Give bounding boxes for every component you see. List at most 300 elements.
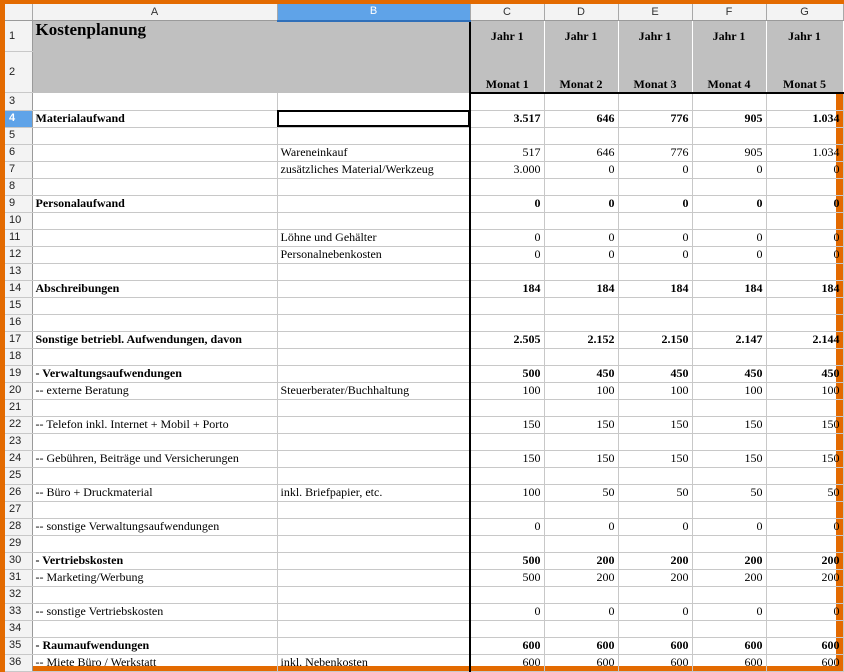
row-number[interactable]: 36 — [5, 654, 32, 671]
cell-description[interactable] — [277, 535, 470, 552]
cell-description[interactable] — [277, 212, 470, 229]
cell-value[interactable]: 0 — [470, 229, 544, 246]
cell-value[interactable] — [544, 586, 618, 603]
cell-value[interactable]: 2.150 — [618, 331, 692, 348]
cell-value[interactable] — [692, 399, 766, 416]
cell-description[interactable] — [277, 348, 470, 365]
cell-value[interactable]: 200 — [692, 569, 766, 586]
cell-description[interactable] — [277, 586, 470, 603]
cell-category-label[interactable] — [32, 535, 277, 552]
column-header-row — [5, 4, 843, 21]
cell-value[interactable]: 0 — [618, 161, 692, 178]
row-number[interactable]: 10 — [5, 212, 32, 229]
cell-category-label[interactable]: Abschreibungen — [32, 280, 277, 297]
cell-value[interactable] — [470, 467, 544, 484]
row-number[interactable]: 17 — [5, 331, 32, 348]
cell-value[interactable]: 600 — [470, 637, 544, 654]
cell-value[interactable] — [766, 348, 843, 365]
cell-value[interactable]: 0 — [544, 603, 618, 620]
cell-value[interactable] — [618, 297, 692, 314]
cell-value[interactable] — [692, 586, 766, 603]
cell-value[interactable]: 0 — [692, 161, 766, 178]
cell-value[interactable]: 2.152 — [544, 331, 618, 348]
row-number[interactable]: 35 — [5, 637, 32, 654]
cell-value[interactable]: 150 — [618, 450, 692, 467]
cell-value[interactable]: 0 — [692, 603, 766, 620]
cell-description[interactable] — [277, 467, 470, 484]
cell-value[interactable] — [766, 263, 843, 280]
column-header-a[interactable]: A — [32, 4, 277, 21]
cell-value[interactable]: 450 — [692, 365, 766, 382]
year-header-e[interactable]: Jahr 1 — [618, 21, 692, 52]
cell-category-label[interactable]: Personalaufwand — [32, 195, 277, 212]
cell-description[interactable]: Steuerberater/Buchhaltung — [277, 382, 470, 399]
cell-value[interactable] — [692, 297, 766, 314]
cell-description[interactable]: Wareneinkauf — [277, 144, 470, 161]
cell-value[interactable]: 600 — [766, 654, 843, 671]
year-header-g[interactable]: Jahr 1 — [766, 21, 843, 52]
row-number[interactable]: 20 — [5, 382, 32, 399]
cell-value[interactable]: 50 — [766, 484, 843, 501]
cell-value[interactable]: 500 — [470, 552, 544, 569]
cell-value[interactable]: 0 — [692, 518, 766, 535]
cell-value[interactable]: 0 — [470, 246, 544, 263]
row-number[interactable]: 27 — [5, 501, 32, 518]
cell-value[interactable] — [618, 127, 692, 144]
cell-value[interactable]: 150 — [766, 450, 843, 467]
cell-value[interactable]: 200 — [766, 552, 843, 569]
cell-value[interactable] — [618, 178, 692, 195]
cell-value[interactable] — [470, 314, 544, 331]
cell-category-label[interactable]: - Raumaufwendungen — [32, 637, 277, 654]
cell-value[interactable]: 0 — [766, 229, 843, 246]
cell-value[interactable] — [544, 501, 618, 518]
cell-value[interactable] — [544, 178, 618, 195]
cell-description[interactable] — [277, 569, 470, 586]
cell-value[interactable]: 0 — [470, 195, 544, 212]
cell-value[interactable] — [618, 433, 692, 450]
cell-value[interactable] — [470, 263, 544, 280]
cell-value[interactable]: 3.517 — [470, 110, 544, 127]
row-number[interactable]: 23 — [5, 433, 32, 450]
cell-value[interactable]: 0 — [470, 603, 544, 620]
cell-description[interactable] — [277, 263, 470, 280]
month-header-f[interactable]: Monat 4 — [692, 52, 766, 93]
cell-value[interactable] — [544, 620, 618, 637]
cell-value[interactable]: 184 — [618, 280, 692, 297]
cell-value[interactable]: 0 — [544, 161, 618, 178]
cell-value[interactable]: 0 — [470, 518, 544, 535]
row-number[interactable]: 6 — [5, 144, 32, 161]
row-number[interactable]: 32 — [5, 586, 32, 603]
cell-value[interactable]: 0 — [544, 246, 618, 263]
column-header-d[interactable]: D — [544, 4, 618, 21]
cell-category-label[interactable] — [32, 144, 277, 161]
cell-value[interactable] — [692, 212, 766, 229]
cell-value[interactable]: 184 — [544, 280, 618, 297]
row-number[interactable]: 25 — [5, 467, 32, 484]
row-number[interactable]: 12 — [5, 246, 32, 263]
cell-category-label[interactable]: -- Telefon inkl. Internet + Mobil + Porto — [32, 416, 277, 433]
cell-category-label[interactable] — [32, 314, 277, 331]
cell-value[interactable] — [766, 178, 843, 195]
cell-description[interactable] — [277, 365, 470, 382]
cell-description[interactable] — [277, 433, 470, 450]
cell-value[interactable]: 646 — [544, 144, 618, 161]
cell-value[interactable]: 0 — [544, 518, 618, 535]
cell-value[interactable] — [618, 314, 692, 331]
cell-value[interactable]: 100 — [766, 382, 843, 399]
cell-value[interactable]: 1.034 — [766, 144, 843, 161]
row-number[interactable]: 3 — [5, 93, 32, 111]
cell-value[interactable] — [618, 535, 692, 552]
cell-category-label[interactable]: - Vertriebskosten — [32, 552, 277, 569]
cell-value[interactable]: 200 — [544, 569, 618, 586]
cell-value[interactable]: 50 — [692, 484, 766, 501]
cell-value[interactable]: 0 — [618, 246, 692, 263]
cell-value[interactable] — [618, 263, 692, 280]
cell-category-label[interactable]: -- Büro + Druckmaterial — [32, 484, 277, 501]
cell-value[interactable] — [470, 297, 544, 314]
cell-value[interactable]: 100 — [544, 382, 618, 399]
cell-value[interactable] — [692, 433, 766, 450]
cell-value[interactable]: 200 — [692, 552, 766, 569]
row-number[interactable]: 31 — [5, 569, 32, 586]
row-number[interactable]: 22 — [5, 416, 32, 433]
cell-category-label[interactable] — [32, 93, 277, 111]
column-header-c[interactable]: C — [470, 4, 544, 21]
cell-value[interactable]: 150 — [692, 416, 766, 433]
cell-value[interactable]: 3.000 — [470, 161, 544, 178]
cell-value[interactable] — [766, 586, 843, 603]
row-number[interactable]: 29 — [5, 535, 32, 552]
cell-value[interactable] — [692, 348, 766, 365]
cell-description[interactable] — [277, 195, 470, 212]
cell-description[interactable] — [277, 620, 470, 637]
cell-category-label[interactable] — [32, 586, 277, 603]
cell-value[interactable] — [618, 93, 692, 111]
cell-value[interactable]: 905 — [692, 110, 766, 127]
cell-value[interactable] — [618, 212, 692, 229]
cell-description[interactable] — [277, 637, 470, 654]
cell-category-label[interactable] — [32, 161, 277, 178]
sheet-row — [5, 229, 843, 246]
cell-value[interactable] — [692, 178, 766, 195]
cell-category-label[interactable]: -- Marketing/Werbung — [32, 569, 277, 586]
cell-value[interactable]: 184 — [766, 280, 843, 297]
month-header-e[interactable]: Monat 3 — [618, 52, 692, 93]
cell-value[interactable]: 100 — [470, 484, 544, 501]
cell-value[interactable] — [470, 501, 544, 518]
spreadsheet-grid[interactable] — [5, 4, 844, 672]
cell-category-label[interactable] — [32, 229, 277, 246]
cell-value[interactable] — [470, 620, 544, 637]
cell-value[interactable] — [766, 467, 843, 484]
cell-category-label[interactable] — [32, 297, 277, 314]
cell-value[interactable] — [618, 467, 692, 484]
cell-value[interactable]: 0 — [766, 603, 843, 620]
cell-value[interactable]: 100 — [470, 382, 544, 399]
cell-value[interactable]: 150 — [470, 416, 544, 433]
cell-value[interactable] — [470, 127, 544, 144]
row-number[interactable]: 9 — [5, 195, 32, 212]
cell-value[interactable]: 0 — [766, 518, 843, 535]
cell-value[interactable]: 600 — [692, 654, 766, 671]
cell-value[interactable]: 0 — [692, 246, 766, 263]
column-header-f[interactable]: F — [692, 4, 766, 21]
cell-value[interactable] — [618, 586, 692, 603]
select-all-corner[interactable] — [5, 4, 32, 21]
year-header-f[interactable]: Jahr 1 — [692, 21, 766, 52]
cell-category-label[interactable]: -- externe Beratung — [32, 382, 277, 399]
cell-value[interactable] — [470, 178, 544, 195]
cell-description[interactable]: Löhne und Gehälter — [277, 229, 470, 246]
row-number[interactable]: 21 — [5, 399, 32, 416]
cell-category-label[interactable] — [32, 246, 277, 263]
cell-value[interactable] — [544, 467, 618, 484]
cell-value[interactable] — [470, 586, 544, 603]
row-number[interactable]: 15 — [5, 297, 32, 314]
cell-value[interactable] — [544, 212, 618, 229]
cell-description[interactable] — [277, 297, 470, 314]
cell-value[interactable] — [692, 535, 766, 552]
row-number[interactable]: 19 — [5, 365, 32, 382]
sheet-title[interactable]: Kostenplanung — [32, 21, 277, 93]
cell-value[interactable] — [544, 263, 618, 280]
sheet-row — [5, 433, 843, 450]
cell-value[interactable] — [766, 399, 843, 416]
cell-category-label[interactable] — [32, 212, 277, 229]
sheet-row — [5, 348, 843, 365]
cell-description[interactable] — [277, 603, 470, 620]
cell-value[interactable] — [618, 399, 692, 416]
cell-value[interactable]: 150 — [544, 416, 618, 433]
cell-value[interactable]: 0 — [692, 229, 766, 246]
cell-value[interactable]: 776 — [618, 110, 692, 127]
cell-value[interactable]: 2.147 — [692, 331, 766, 348]
cell-value[interactable]: 0 — [544, 195, 618, 212]
cell-category-label[interactable]: -- Miete Büro / Werkstatt — [32, 654, 277, 671]
row-number[interactable]: 11 — [5, 229, 32, 246]
row-number[interactable]: 1 — [5, 21, 32, 52]
cell-value[interactable]: 500 — [470, 365, 544, 382]
cell-value[interactable] — [692, 501, 766, 518]
cell-value[interactable] — [544, 127, 618, 144]
row-number[interactable]: 2 — [5, 52, 32, 93]
cell-value[interactable] — [692, 127, 766, 144]
cell-value[interactable]: 1.034 — [766, 110, 843, 127]
cell-value[interactable] — [470, 212, 544, 229]
month-header-c[interactable]: Monat 1 — [470, 52, 544, 93]
cell-category-label[interactable] — [32, 501, 277, 518]
cell-value[interactable] — [766, 433, 843, 450]
row-number[interactable]: 33 — [5, 603, 32, 620]
cell-value[interactable]: 905 — [692, 144, 766, 161]
cell-value[interactable] — [544, 314, 618, 331]
cell-value[interactable]: 200 — [766, 569, 843, 586]
year-header-c[interactable]: Jahr 1 — [470, 21, 544, 52]
cell-value[interactable] — [470, 535, 544, 552]
cell-value[interactable] — [766, 127, 843, 144]
cell-value[interactable] — [766, 535, 843, 552]
month-header-d[interactable]: Monat 2 — [544, 52, 618, 93]
cell-value[interactable] — [766, 93, 843, 111]
column-header-b[interactable]: B — [277, 4, 470, 21]
cell-value[interactable]: 200 — [544, 552, 618, 569]
cell-value[interactable]: 450 — [766, 365, 843, 382]
cell-value[interactable] — [766, 620, 843, 637]
cell-value[interactable]: 0 — [766, 161, 843, 178]
cell-value[interactable]: 2.505 — [470, 331, 544, 348]
cell-description[interactable] — [277, 331, 470, 348]
cell-description[interactable] — [277, 552, 470, 569]
cell-value[interactable]: 0 — [618, 518, 692, 535]
cell-value[interactable]: 50 — [618, 484, 692, 501]
cell-category-label[interactable]: -- sonstige Vertriebskosten — [32, 603, 277, 620]
cell-description[interactable] — [277, 416, 470, 433]
cell-value[interactable] — [544, 93, 618, 111]
cell-category-label[interactable] — [32, 178, 277, 195]
column-header-g[interactable]: G — [766, 4, 843, 21]
cell-value[interactable]: 100 — [618, 382, 692, 399]
row-number[interactable]: 7 — [5, 161, 32, 178]
cell-description[interactable] — [277, 501, 470, 518]
cell-value[interactable]: 0 — [618, 229, 692, 246]
cell-description[interactable]: inkl. Briefpapier, etc. — [277, 484, 470, 501]
cell-category-label[interactable] — [32, 348, 277, 365]
cell-value[interactable] — [544, 399, 618, 416]
cell-value[interactable]: 0 — [618, 195, 692, 212]
cell-value[interactable]: 450 — [544, 365, 618, 382]
cell-value[interactable]: 150 — [618, 416, 692, 433]
title-cell-b[interactable] — [277, 21, 470, 93]
cell-description[interactable] — [277, 518, 470, 535]
cell-category-label[interactable]: Sonstige betriebl. Aufwendungen, davon — [32, 331, 277, 348]
cell-value[interactable] — [544, 433, 618, 450]
cell-value[interactable] — [470, 433, 544, 450]
cell-value[interactable] — [692, 93, 766, 111]
cell-value[interactable] — [618, 620, 692, 637]
cell-description[interactable]: Personalnebenkosten — [277, 246, 470, 263]
cell-value[interactable]: 600 — [470, 654, 544, 671]
cell-value[interactable]: 184 — [692, 280, 766, 297]
cell-value[interactable]: 600 — [544, 654, 618, 671]
row-number[interactable]: 24 — [5, 450, 32, 467]
cell-description[interactable] — [277, 280, 470, 297]
cell-value[interactable] — [544, 535, 618, 552]
cell-value[interactable]: 0 — [618, 603, 692, 620]
cell-value[interactable] — [618, 501, 692, 518]
column-header-e[interactable]: E — [618, 4, 692, 21]
cell-description[interactable] — [277, 450, 470, 467]
cell-value[interactable]: 200 — [618, 569, 692, 586]
month-header-g[interactable]: Monat 5 — [766, 52, 843, 93]
row-number[interactable]: 18 — [5, 348, 32, 365]
cell-description[interactable] — [277, 314, 470, 331]
cell-description[interactable]: zusätzliches Material/Werkzeug — [277, 161, 470, 178]
cell-value[interactable]: 184 — [470, 280, 544, 297]
cell-value[interactable]: 150 — [470, 450, 544, 467]
row-number[interactable]: 16 — [5, 314, 32, 331]
year-header-d[interactable]: Jahr 1 — [544, 21, 618, 52]
row-number[interactable]: 30 — [5, 552, 32, 569]
cell-description[interactable] — [277, 178, 470, 195]
cell-value[interactable] — [692, 263, 766, 280]
cell-category-label[interactable] — [32, 399, 277, 416]
cell-value[interactable]: 646 — [544, 110, 618, 127]
cell-value[interactable] — [692, 314, 766, 331]
row-number[interactable]: 26 — [5, 484, 32, 501]
cell-category-label[interactable]: - Verwaltungsaufwendungen — [32, 365, 277, 382]
cell-category-label[interactable] — [32, 433, 277, 450]
cell-category-label[interactable] — [32, 263, 277, 280]
cell-value[interactable]: 776 — [618, 144, 692, 161]
cell-category-label[interactable]: Materialaufwand — [32, 110, 277, 127]
cell-category-label[interactable] — [32, 127, 277, 144]
cell-value[interactable]: 450 — [618, 365, 692, 382]
cell-description[interactable]: inkl. Nebenkosten — [277, 654, 470, 671]
row-number[interactable]: 4 — [5, 110, 32, 127]
cell-category-label[interactable] — [32, 467, 277, 484]
cell-description[interactable] — [277, 93, 470, 111]
row-number[interactable]: 8 — [5, 178, 32, 195]
cell-value[interactable]: 500 — [470, 569, 544, 586]
cell-value[interactable]: 0 — [544, 229, 618, 246]
cell-value[interactable] — [544, 297, 618, 314]
cell-value[interactable]: 200 — [618, 552, 692, 569]
cell-value[interactable]: 2.144 — [766, 331, 843, 348]
cell-value[interactable] — [470, 93, 544, 111]
cell-value[interactable]: 600 — [692, 637, 766, 654]
cell-value[interactable] — [470, 399, 544, 416]
cell-category-label[interactable] — [32, 620, 277, 637]
row-number[interactable]: 13 — [5, 263, 32, 280]
cell-value[interactable]: 600 — [618, 637, 692, 654]
row-number[interactable]: 14 — [5, 280, 32, 297]
cell-value[interactable] — [618, 348, 692, 365]
cell-value[interactable]: 0 — [766, 195, 843, 212]
cell-value[interactable] — [766, 314, 843, 331]
cell-value[interactable] — [692, 467, 766, 484]
cell-value[interactable] — [692, 620, 766, 637]
spreadsheet[interactable] — [5, 4, 840, 669]
row-number[interactable]: 34 — [5, 620, 32, 637]
cell-category-label[interactable]: -- Gebühren, Beiträge und Versicherungen — [32, 450, 277, 467]
active-cell[interactable] — [277, 110, 470, 127]
cell-description[interactable] — [277, 127, 470, 144]
cell-value[interactable]: 100 — [692, 382, 766, 399]
row-number[interactable]: 5 — [5, 127, 32, 144]
cell-description[interactable] — [277, 399, 470, 416]
cell-value[interactable]: 0 — [766, 246, 843, 263]
cell-value[interactable] — [544, 348, 618, 365]
cell-value[interactable]: 150 — [766, 416, 843, 433]
cell-value[interactable]: 517 — [470, 144, 544, 161]
cell-value[interactable] — [766, 501, 843, 518]
cell-value[interactable] — [470, 348, 544, 365]
cell-value[interactable]: 0 — [692, 195, 766, 212]
cell-value[interactable]: 150 — [692, 450, 766, 467]
cell-value[interactable]: 600 — [618, 654, 692, 671]
cell-value[interactable]: 600 — [544, 637, 618, 654]
row-number[interactable]: 28 — [5, 518, 32, 535]
cell-value[interactable]: 50 — [544, 484, 618, 501]
cell-value[interactable] — [766, 212, 843, 229]
cell-value[interactable]: 150 — [544, 450, 618, 467]
cell-value[interactable]: 600 — [766, 637, 843, 654]
cell-value[interactable] — [766, 297, 843, 314]
cell-category-label[interactable]: -- sonstige Verwaltungsaufwendungen — [32, 518, 277, 535]
